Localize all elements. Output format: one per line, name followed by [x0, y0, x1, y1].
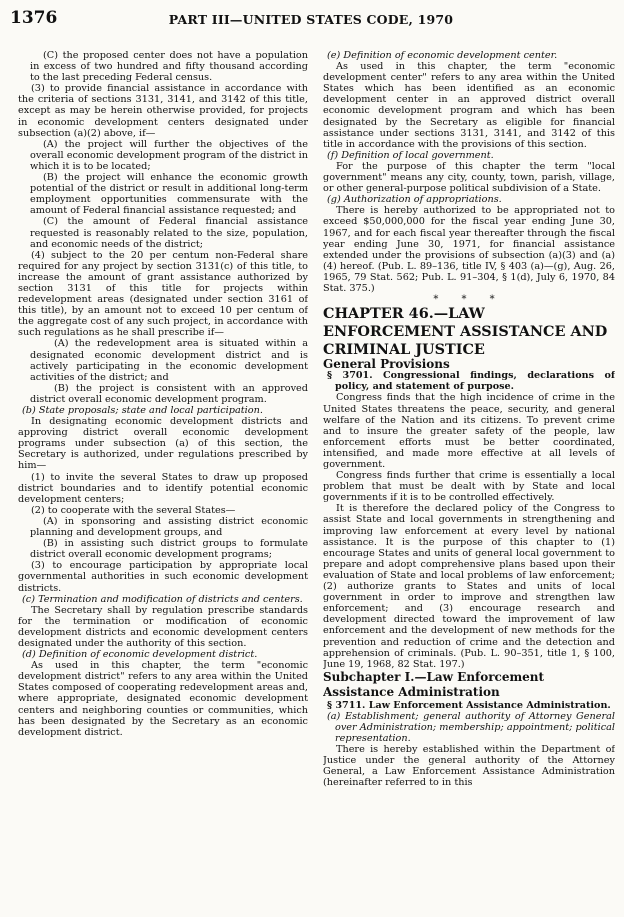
- left-column-paragraph: The Secretary shall by regulation prescribe standards for the termination or modification of economic development districts and economic development centers designated under the authority of this section.: [18, 604, 308, 649]
- right-column-paragraph: * * *: [433, 294, 505, 306]
- left-column-paragraph: (A) the redevelopment area is situated within a designated economic development district and is actively participating in the economic development activities of the district; and: [30, 338, 308, 383]
- right-column-paragraph: It is therefore the declared policy of the Congress to assist State and local governments in strengthening and improving law enforcement at every level by national assistance. It is the purpose of this chapter to (1) encourage States and units of general local government to prepare and adopt comprehensive plans based upon their evaluation of State and local problems of law enforcement; (2) authorize grants to States and units of local government in order to improve and strengthen law enforcement; and (3) encourage research and development directed toward the improvement of law enforcement and the development of new methods for the prevention and reduction of crime and the detection and apprehension of criminals. (Pub. L. 90–351, title 1, § 100, June 19, 1968, 82 Stat. 197.): [323, 503, 615, 670]
- left-column-paragraph: In designating economic development districts and approving district overall economic development programs under subsection (a) of this section, the Secretary is authorized, under regulations prescribed by him—: [18, 416, 308, 472]
- right-column-paragraph: (g) Authorization of appropriations.: [327, 194, 502, 206]
- right-column-paragraph: Subchapter I.—Law Enforcement Assistance Administration: [323, 669, 545, 699]
- page-number: 1376: [10, 8, 58, 28]
- left-column-paragraph: (d) Definition of economic development district.: [22, 649, 258, 661]
- right-column-paragraph: There is hereby established within the Department of Justice under the general authority of the Attorney General, a Law Enforcement Assistance Administration (hereinafter referred to in this: [323, 744, 615, 789]
- left-column-paragraph: (B) the project is consistent with an approved district overall economic development program.: [30, 382, 308, 405]
- left-column-paragraph: (c) Termination and modification of districts and centers.: [22, 593, 303, 605]
- running-title: PART III—UNITED STATES CODE, 1970: [168, 12, 454, 27]
- right-column-paragraph: Congress finds that the high incidence of crime in the United States threatens the peace, security, and general welfare of the Nation and its citizens. To prevent crime and to insure the greater safety of the people, law enforcement efforts must be better coordinated, intensified, and made more effective at all levels of government.: [323, 392, 615, 470]
- right-column-paragraph: (e) Definition of economic development center.: [327, 50, 558, 61]
- left-column-paragraph: (1) to invite the several States to draw up proposed district boundaries and to identify potential economic development centers;: [18, 471, 308, 505]
- left-column-paragraph: (4) subject to the 20 per centum non-Federal share required for any project by section 3131(c) of this title, to increase the amount of grant assistance authorized by section 3131 of this title for projects within redevelopment areas (designated under section 3161 of this title), by an amount not to exceed 10 per centum of the aggregate cost of any such project, in accordance with such regulations as he shall prescribe if—: [18, 249, 308, 339]
- left-column-paragraph: (B) in assisting such district groups to formulate district overall economic development programs;: [30, 538, 308, 561]
- right-column-paragraph: For the purpose of this chapter the term "local government" means any city, county, town, parish, village, or other general-purpose political subdivision of a State.: [323, 160, 615, 195]
- left-column-paragraph: (A) in sponsoring and assisting district economic planning and development groups, and: [30, 515, 308, 539]
- right-column-paragraph: Congress finds further that crime is essentially a local problem that must be dealt with by State and local governments if it is to be controlled effectively.: [323, 470, 615, 504]
- right-column-paragraph: § 3711. Law Enforcement Assistance Administration.: [327, 699, 611, 711]
- right-column-paragraph: (f) Definition of local government.: [327, 149, 494, 161]
- left-column-paragraph: (B) the project will enhance the economic growth potential of the district or result in additional long-term employment opportunities commensurate with the amount of Federal financial assistance requested; and: [30, 172, 308, 217]
- page-header: [10, 4, 612, 38]
- left-column-paragraph: (2) to cooperate with the several States—: [31, 504, 236, 516]
- right-column-paragraph: As used in this chapter, the term "economic development center" refers to any area within the United States which has been identified as an economic development center in an approved district overall economic development program and which has been designated by the Secretary as eligible for financial assistance under sections 3131, 3141, and 3142 of this title in accordance with the provisions of this section.: [323, 61, 615, 150]
- left-column: [18, 50, 308, 915]
- right-column-paragraph: (a) Establishment; general authority of Attorney General over Administration; membership; appointment; political representation.: [327, 710, 615, 745]
- right-column-paragraph: CHAPTER 46.—LAW ENFORCEMENT ASSISTANCE AND CRIMINAL JUSTICE: [323, 305, 608, 359]
- left-column-paragraph: As used in this chapter, the term "economic development district" refers to any area within the United States composed of cooperating redevelopment areas and, where appropriate, designated economic development centers and neighboring counties or communities, which has been designated by the Secretary as an economic development district.: [18, 660, 308, 738]
- left-column-paragraph: (3) to provide financial assistance in accordance with the criteria of sections 3131, 3141, and 3142 of this title, except as may be herein otherwise provided, for projects in economic development centers designated under subsection (a)(2) above, if—: [18, 83, 308, 139]
- right-column: [323, 50, 615, 915]
- right-column-paragraph: There is hereby authorized to be appropriated not to exceed $50,000,000 for the fiscal year ending June 30, 1967, and for each fiscal year thereafter through the fiscal year ending June 30, 1971, for financial assistance extended under the provisions of subsection (a)(3) and (a)(4) hereof. (Pub. L. 89–136, title IV, § 403 (a)—(g), Aug. 26, 1965, 79 Stat. 562; Pub. L. 91–304, § 1(d), July 6, 1970, 84 Stat. 375.): [323, 205, 615, 294]
- right-column-paragraph: General Provisions: [323, 357, 450, 372]
- left-column-paragraph: (C) the amount of Federal financial assistance requested is reasonably related to the size, population, and economic needs of the district;: [30, 216, 308, 250]
- right-column-paragraph: § 3701. Congressional findings, declarations of policy, and statement of purpose.: [327, 370, 615, 393]
- left-column-paragraph: (3) to encourage participation by appropriate local governmental authorities in such economic development districts.: [18, 560, 308, 594]
- left-column-paragraph: (b) State proposals; state and local participation.: [22, 405, 263, 416]
- left-column-paragraph: (C) the proposed center does not have a population in excess of two hundred and fifty thousand according to the last preceding Federal census.: [30, 50, 308, 84]
- left-column-paragraph: (A) the project will further the objectives of the overall economic development program of the district in which it is to be located;: [30, 138, 308, 172]
